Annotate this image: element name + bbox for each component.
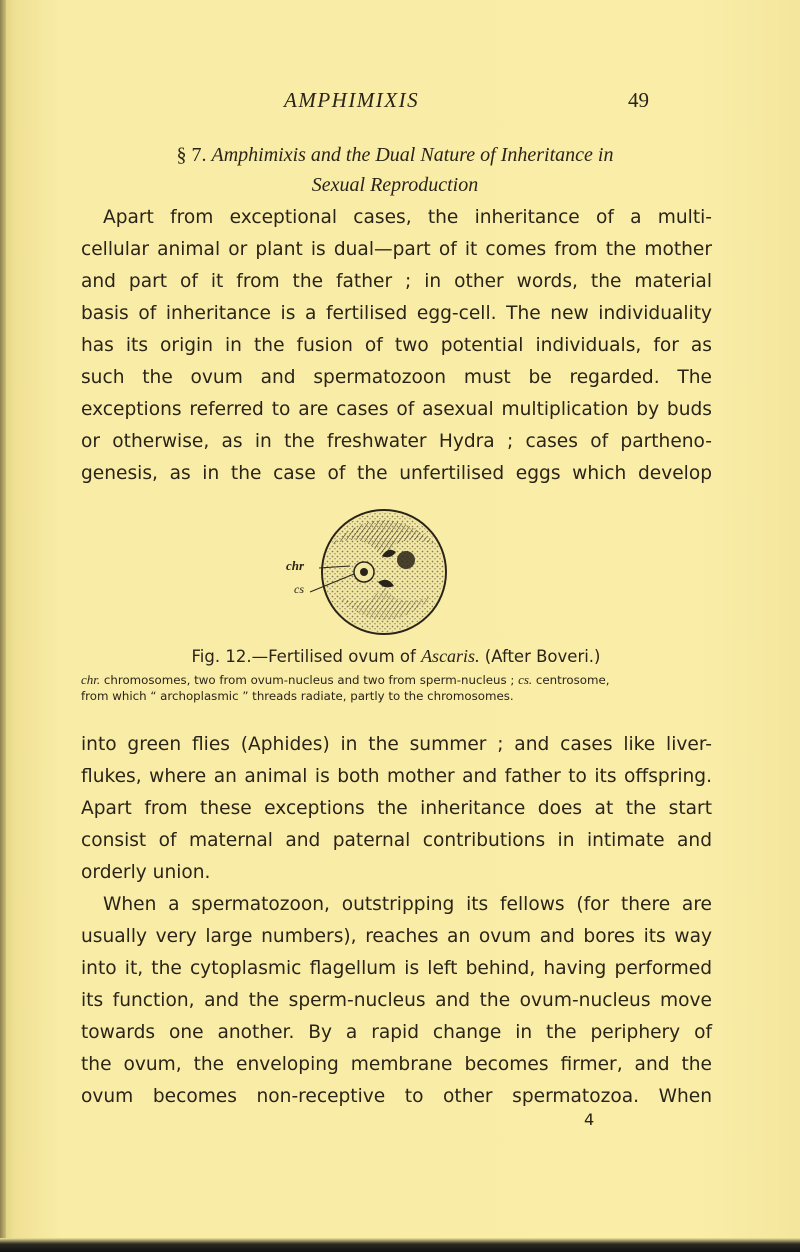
section-title-part-1: Amphimixis and the Dual Nature of Inheritance in [211, 144, 614, 166]
paragraph-1-line: exceptions referred to are cases of asexual multiplication by buds [81, 399, 712, 420]
figure-legend-line-2: from which “ archoplasmic ” threads radiate, partly to the chromosomes. [81, 689, 514, 703]
paragraph-1-line: genesis, as in the case of the unfertilised eggs which develop [81, 463, 712, 484]
figure-legend [81, 672, 712, 704]
figure-label-chr: chr [286, 558, 305, 573]
page-header [0, 88, 800, 118]
section-heading [110, 140, 680, 200]
paragraph-3-line: ovum becomes non-receptive to other spermatozoa. When [81, 1086, 712, 1107]
figure-fertilised-ovum [286, 500, 456, 640]
paragraph-1-line: cellular animal or plant is dual—part of it comes from the mother [81, 239, 712, 260]
ovum-illustration [286, 500, 456, 640]
paragraph-2-line: consist of maternal and paternal contributions in intimate and [81, 830, 712, 851]
paragraph-1-line: and part of it from the father ; in other words, the material [81, 271, 712, 292]
legend-text: centrosome, [532, 673, 610, 687]
paragraph-1-line: has its origin in the fusion of two potential individuals, for as [81, 335, 712, 356]
legend-text: chromosomes, two from ovum-nucleus and two from sperm-nucleus ; [100, 673, 519, 687]
paragraph-1-line: basis of inheritance is a fertilised egg-cell. The new individuality [81, 303, 712, 324]
figure-caption [80, 646, 712, 667]
page-number: 49 [628, 88, 649, 112]
figure-caption-suffix: (After Boveri.) [479, 647, 601, 666]
paragraph-2-line: into green flies (Aphides) in the summer ; and cases like liver- [81, 734, 712, 755]
paragraph-1-line: such the ovum and spermatozoon must be regarded. The [81, 367, 712, 388]
paragraph-2-line: flukes, where an animal is both mother and father to its offspring. [81, 766, 712, 787]
book-spine-shadow [0, 0, 6, 1252]
paragraph-1-line: or otherwise, as in the freshwater Hydra ; cases of partheno- [81, 431, 712, 452]
running-head: AMPHIMIXIS [284, 88, 420, 112]
figure-legend-line-1 [81, 672, 712, 688]
legend-abbr-chr: chr. [81, 672, 101, 687]
section-heading-line-1 [110, 140, 680, 170]
paragraph-3-line: its function, and the sperm-nucleus and the ovum-nucleus move [81, 990, 712, 1011]
figure-caption-italic: Ascaris. [421, 646, 480, 666]
paragraph-1-line: Apart from exceptional cases, the inheritance of a multi- [103, 207, 712, 228]
figure-caption-prefix: Fig. 12.—Fertilised ovum of [191, 647, 422, 666]
paragraph-3-line: usually very large numbers), reaches an ovum and bores its way [81, 926, 712, 947]
legend-abbr-cs: cs. [518, 672, 533, 687]
paragraph-1 [81, 202, 712, 490]
paragraph-3-line: into it, the cytoplasmic flagellum is left behind, having performed [81, 958, 712, 979]
figure-label-cs: cs [294, 582, 304, 596]
paragraph-2-line: orderly union. [81, 862, 211, 883]
paragraph-3-line: When a spermatozoon, outstripping its fellows (for there are [103, 894, 712, 915]
paragraph-3 [81, 889, 712, 1113]
paragraph-3-line: towards one another. By a rapid change in the periphery of [81, 1022, 712, 1043]
section-number: § 7. [176, 144, 207, 166]
paragraph-3-line: the ovum, the enveloping membrane becomes firmer, and the [81, 1054, 712, 1075]
section-title-part-2: Sexual Reproduction [311, 174, 479, 196]
paragraph-2 [81, 729, 712, 889]
signature-mark: 4 [584, 1110, 595, 1129]
page-bottom-edge [0, 1238, 800, 1252]
paragraph-2-line: Apart from these exceptions the inheritance does at the start [81, 798, 712, 819]
